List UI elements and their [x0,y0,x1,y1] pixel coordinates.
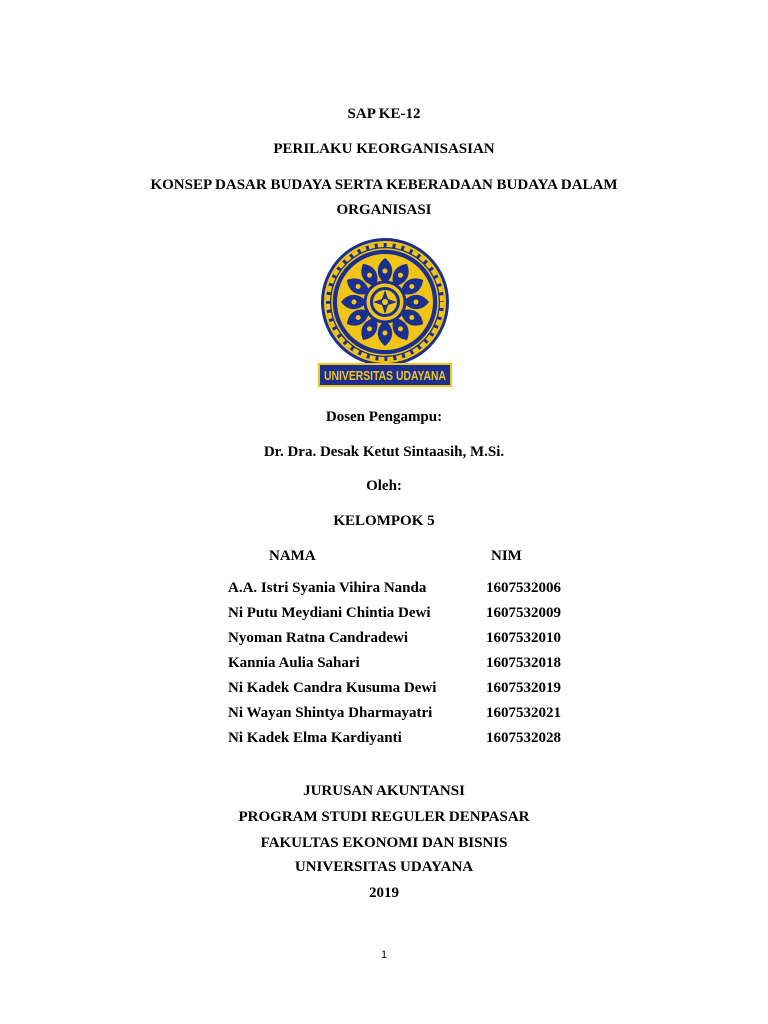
member-row [228,604,588,629]
lecturer-label: Dosen Pengampu: [325,409,443,425]
member-row [228,729,588,754]
university-name: UNIVERSITAS UDAYANA [294,859,474,875]
member-name: Nyoman Ratna Candradewi [228,630,409,646]
seal-dot [383,269,388,274]
member-name: A.A. Istri Syania Vihira Nanda [228,580,427,596]
member-name: Ni Kadek Candra Kusuma Dewi [228,680,437,696]
member-row [228,679,588,704]
page-number: 1 [380,949,388,961]
member-name: Ni Putu Meydiani Chintia Dewi [228,605,431,621]
banner-text: UNIVERSITAS UDAYANA [324,369,446,383]
course-title: PERILAKU KEORGANISASIAN [273,141,495,157]
member-row [228,629,588,654]
sap-title: SAP KE-12 [347,106,421,122]
university-logo [318,238,452,388]
seal-dot [383,331,388,336]
nim-column-header: NIM [491,548,522,564]
member-name: Ni Wayan Shintya Dharmayatri [228,705,433,721]
topic-title-line-1: KONSEP DASAR BUDAYA SERTA KEBERADAAN BUDAYA DALAM [150,177,618,193]
program-name: PROGRAM STUDI REGULER DENPASAR [238,809,530,825]
topic-title-line-2: ORGANISASI [336,202,432,218]
by-label: Oleh: [366,478,402,494]
member-nim: 1607532019 [486,680,561,696]
seal-dot [352,300,357,305]
university-banner [319,364,451,386]
university-seal-icon [321,238,449,366]
member-row [228,654,588,679]
member-nim: 1607532021 [486,705,561,721]
member-nim: 1607532028 [486,730,561,746]
member-nim: 1607532009 [486,605,561,621]
member-name: Kannia Aulia Sahari [228,655,360,671]
member-nim: 1607532018 [486,655,561,671]
year: 2019 [369,885,399,901]
member-nim: 1607532010 [486,630,561,646]
member-row [228,579,588,604]
department-name: JURUSAN AKUNTANSI [303,783,465,799]
member-list [228,579,588,754]
member-row [228,704,588,729]
faculty-name: FAKULTAS EKONOMI DAN BISNIS [260,835,508,851]
name-column-header: NAMA [269,548,316,564]
member-nim: 1607532006 [486,580,561,596]
lecturer-name: Dr. Dra. Desak Ketut Sintaasih, M.Si. [263,444,505,460]
member-name: Ni Kadek Elma Kardiyanti [228,730,402,746]
seal-dot [414,300,419,305]
group-name: KELOMPOK 5 [333,513,435,529]
